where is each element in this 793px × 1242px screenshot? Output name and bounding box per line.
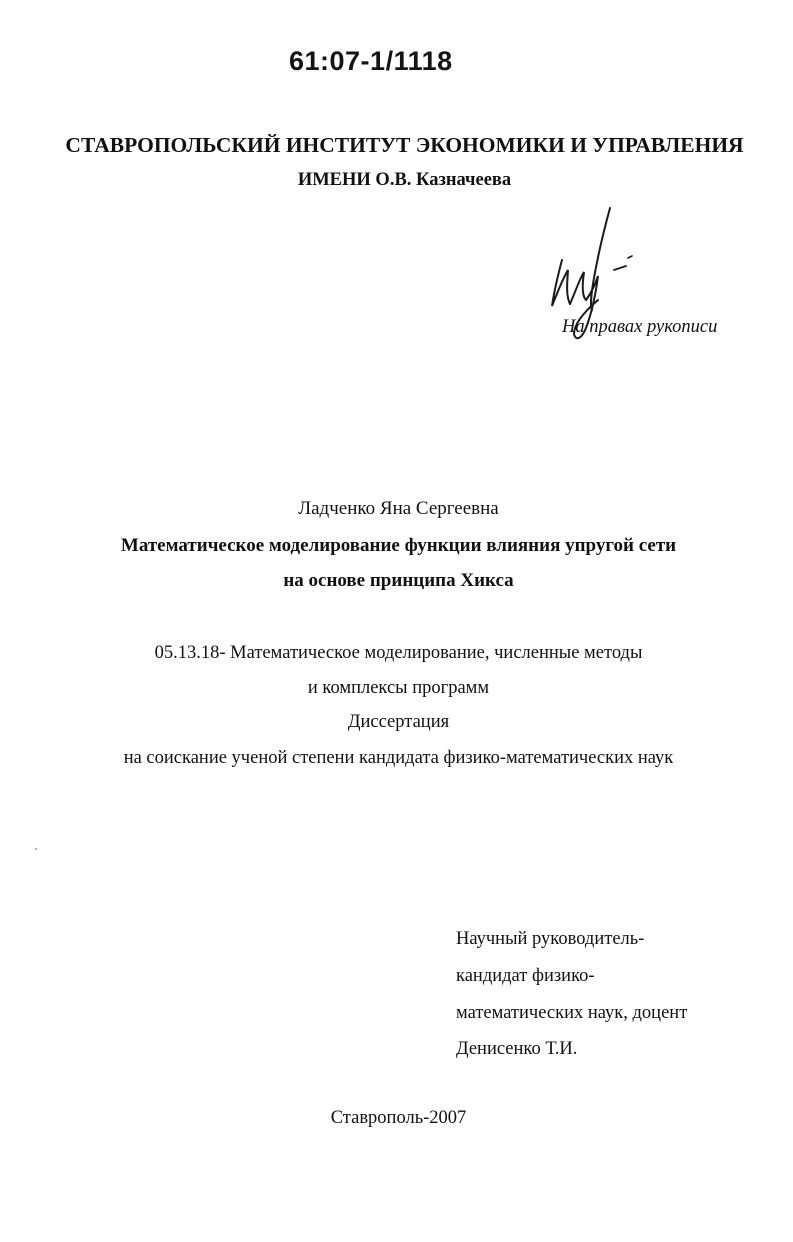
author-name: Ладченко Яна Сергеевна bbox=[298, 498, 499, 519]
supervisor-name: Денисенко Т.И. bbox=[456, 1039, 578, 1059]
supervisor-line2: кандидат физико- bbox=[456, 966, 595, 986]
supervisor-line3: математических наук, доцент bbox=[456, 1003, 688, 1023]
specialty-line1: 05.13.18- Математическое моделирование, численные методы bbox=[154, 643, 643, 663]
specialty-line2: и комплексы программ bbox=[307, 678, 490, 698]
work-type: Диссертация bbox=[347, 712, 450, 732]
place-and-year: Ставрополь-2007 bbox=[330, 1108, 467, 1128]
thesis-title-line2: на основе принципа Хикса bbox=[283, 570, 514, 591]
supervisor-line1: Научный руководитель- bbox=[456, 929, 645, 949]
thesis-title-line1: Математическое моделирование функции влияния упругой сети bbox=[120, 535, 677, 556]
scan-speck bbox=[35, 848, 37, 850]
catalog-number: 61:07-1/1118 bbox=[289, 46, 453, 76]
manuscript-rights-note: На правах рукописи bbox=[562, 317, 718, 337]
institution-name-line1: СТАВРОПОЛЬСКИЙ ИНСТИТУТ ЭКОНОМИКИ И УПРАВЛЕНИЯ bbox=[65, 133, 744, 157]
degree-statement: на соискание ученой степени кандидата физико-математических наук bbox=[123, 748, 674, 768]
institution-name-line2: ИМЕНИ О.В. Казначеева bbox=[297, 170, 512, 190]
